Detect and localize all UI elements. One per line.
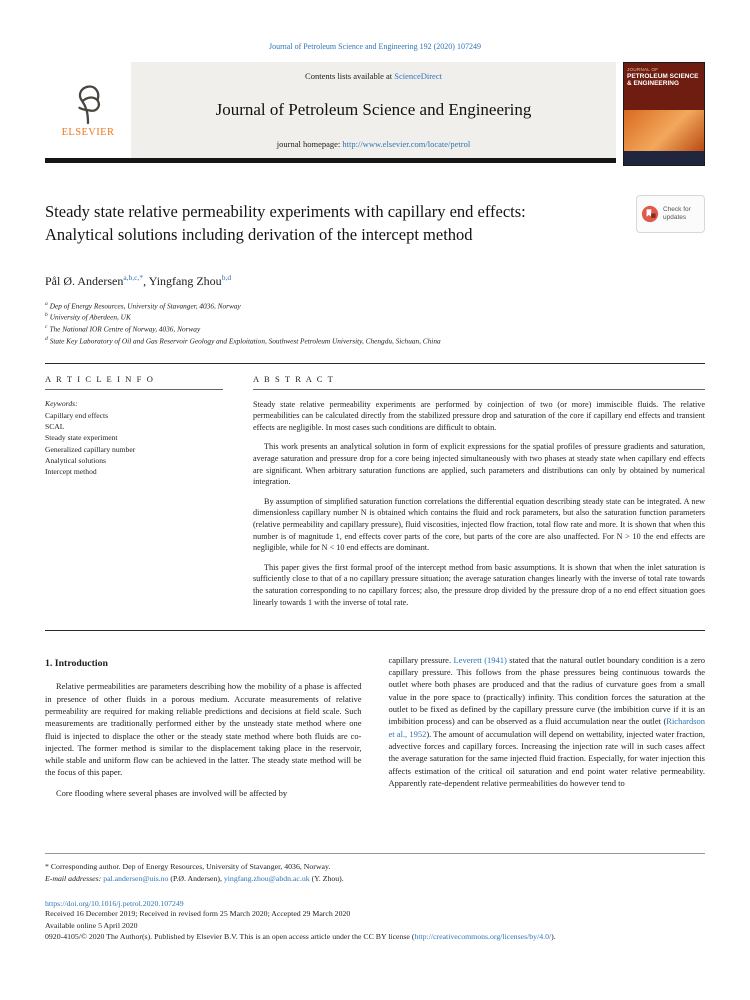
elsevier-wordmark: ELSEVIER [61,126,115,138]
email-link-zhou[interactable]: yingfang.zhou@abdn.ac.uk [223,873,310,883]
keyword-item: Generalized capillary number [45,444,136,454]
affiliation-c-sup: c [45,324,48,331]
article-info-heading: A R T I C L E I N F O [45,374,223,390]
affiliation-c [45,323,705,335]
journal-cover-thumbnail [623,62,705,166]
keywords-label: Keywords: [45,398,78,408]
affiliation-d [45,335,705,347]
cover-footer-band [624,151,704,165]
abstract-heading: A B S T R A C T [253,374,705,390]
text-segment: ). The amount of accumulation will depend on wettability, injected water fraction, advective forces and capillary forces. Increasing the injection rate will in such cases affect the average saturation for the same injected fluid fraction. Especially, for water injection this affects estimation of the critical oil saturation and end point water relative permeability. Apparently rate-dependent relative permeabilities do however tend to [388,728,705,788]
sciencedirect-link[interactable]: ScienceDirect [394,71,442,81]
citation-leverett-1941[interactable]: Leverett (1941) [453,654,507,665]
contents-line [137,71,610,81]
article-title-line2: Analytical solutions including derivation of the intercept method [45,224,473,244]
abstract-column [253,374,705,617]
elsevier-logo [45,62,131,158]
journal-header-center [131,62,616,158]
keyword-item: Steady state experiment [45,433,118,443]
journal-header-left [45,62,616,163]
intro-paragraph-2: Core flooding where several phases are involved will be affected by [56,788,288,799]
body-columns [45,645,705,847]
elsevier-tree-icon [69,83,107,125]
crossmark-logo-icon [641,205,659,223]
journal-title: Journal of Petroleum Science and Engineering [215,100,532,119]
homepage-link[interactable]: http://www.elsevier.com/locate/petrol [342,139,471,149]
email-owner: (P.Ø. Andersen), [168,873,224,883]
journal-reference-link[interactable]: Journal of Petroleum Science and Engineering 192 (2020) 107249 [269,42,481,51]
doi-line [45,899,705,908]
article-title [45,201,526,247]
title-row [45,190,705,258]
section-1-heading: 1. Introduction [45,658,108,670]
affiliation-b [45,311,705,323]
author-2-affiliation-sup[interactable]: b,d [221,272,232,282]
text-segment: stated that the natural outlet boundary condition is a zero capillary pressure. This follows from the phase pressures being continuous towards the outlet where both phases are produced and that the radius of curvature goes from a small value in the pore space to (practically) infinity. This condition forces the saturation at the outlet to be fixed as defined by the capillary pressure curve (the imbibition curve if it is an imbibition process) and can be observed as a fluid accumulation near the outlet ( [388,654,705,727]
journal-header [45,62,705,166]
author-line [45,273,705,289]
homepage-prefix: journal homepage: [276,139,343,149]
header-divider-bar [45,158,616,163]
text-segment: capillary pressure. [388,654,454,665]
intro-paragraph-1: Relative permeabilities are parameters describing how the mobility of a phase is affected in presence of other fluids in a porous medium. Accurate measurements of relative permeability are required for making reliable predictions and decisions at field scale. Such measurements are traditionally performed either by the unsteady state method where one fluid is injected to displace the other or the steady state method where both fluids are co-injected. The former method is similar to the displacement taking place in the reservoir, while stable and uniform flow can be achieved in the latter. The steady state method will be the focus of this paper. [45,681,362,778]
affiliation-a-text: Dep of Energy Resources, University of Stavanger, 4036, Norway [49,301,241,311]
affiliation-a-sup: a [45,300,48,307]
email-owner: (Y. Zhou). [309,873,344,883]
keyword-item: Intercept method [45,467,97,477]
affiliation-a [45,300,705,312]
author-1-name: Pål Ø. Andersen [45,273,124,288]
keyword-item: Analytical solutions [45,456,106,466]
keyword-item: SCAL [45,421,65,431]
email-link-andersen[interactable]: pal.andersen@uis.no [103,873,169,883]
intro-continued-paragraph [389,654,706,789]
email-addresses-line [45,873,705,884]
cover-image-area [624,110,704,151]
body-right-column [389,645,706,847]
copyright-text: 0920-4105/© 2020 The Author(s). Published by Elsevier B.V. This is an open access article under the CC BY license ( [45,932,415,942]
check-for-updates-badge[interactable] [636,195,705,233]
check-badge-label: Check for updates [663,205,691,221]
keyword-item: Capillary end effects [45,410,109,420]
article-title-line1: Steady state relative permeability experiments with capillary end effects: [45,202,526,222]
article-info-abstract-section [45,364,705,632]
cover-kicker: JOURNAL OF [627,67,659,72]
affiliation-b-sup: b [45,312,48,319]
affiliations [45,300,705,347]
abstract-paragraph: This paper gives the first formal proof of the intercept method from basic assumptions. It is shown that when the inlet saturation is sufficiently close to that of a no capillary pressure situation; the average saturation changes linearly with the inverse of total rate towards the saturation corresponding to no capillary forces; also, the pressure drop divided by the pressure drop of a no end effect situation goes linearly towards 1 with the inverse of total rate. [253,562,705,607]
abstract-paragraph: Steady state relative permeability experiments are performed by coinjection of two (or more) immiscible fluids. The relative permeabilities can be calculated directly from the stabilized pressure drop and saturation of the core if capillary end effects and transient effects are negligible. In most cases such conditions are difficult to obtain. [253,399,705,432]
copyright-suffix: ). [551,932,556,942]
cover-title: PETROLEUM SCIENCE & ENGINEERING [627,73,699,88]
affiliation-d-text: State Key Laboratory of Oil and Gas Reservoir Geology and Exploitation, Southwest Petroleum University, Chengdu, Sichuan, China [49,336,441,346]
doi-link[interactable]: https://doi.org/10.1016/j.petrol.2020.107249 [45,898,184,908]
author-2-name: Yingfang Zhou [148,273,222,288]
footnote-divider [45,853,705,884]
affiliation-d-sup: d [45,335,48,342]
corresponding-author-note: * Corresponding author. Dep of Energy Resources, University of Stavanger, 4036, Norway. [45,862,331,872]
author-separator: , [143,273,149,288]
contents-prefix: Contents lists available at [305,71,395,81]
cc-by-license-link[interactable]: http://creativecommons.org/licenses/by/4.0/ [414,932,552,942]
affiliation-c-text: The National IOR Centre of Norway, 4036, Norway [49,324,201,334]
article-info-column [45,374,223,617]
journal-cover-masthead [624,63,704,110]
email-label: E-mail addresses: [45,873,102,883]
copyright-line [45,931,705,943]
journal-reference-line [45,0,705,51]
citation-richardson-1952[interactable]: Richardson et al., 1952 [388,716,705,739]
homepage-line [137,139,610,149]
received-dates-line: Received 16 December 2019; Received in revised form 25 March 2020; Accepted 29 March 2020 [45,908,351,918]
available-online-line: Available online 5 April 2020 [45,920,138,930]
abstract-paragraph: By assumption of simplified saturation function correlations the differential equation describing steady state can be integrated. A new dimensionless capillary number N is obtained which contains the fluid and rock parameters, but also the saturation function parameters (relative permeability and capillary pressure), fluid viscosities, injected flow fraction, total flow rate and more. It is shown that when this number is of magnitude 1, end effects cover parts of the core, but parts of the core are also unaffected. For N > 10 the end effects are negligible, while for N < 10 end effects are dominant. [253,496,705,553]
body-left-column [45,645,362,847]
abstract-paragraph: This work presents an analytical solution in form of explicit expressions for the spatial profiles of pressure gradients and saturation, average saturation and pressure drop for a core being injected simultaneously with two phases at steady state when capillary end effects are significant. When arbitrary saturation functions are applied, such parameters and distributions can only by obtained by numerical integration. [253,442,705,487]
journal-header-box [45,62,616,158]
author-1-affiliation-sup[interactable]: a,b,c,* [123,272,144,282]
affiliation-b-text: University of Aberdeen, UK [49,312,131,322]
